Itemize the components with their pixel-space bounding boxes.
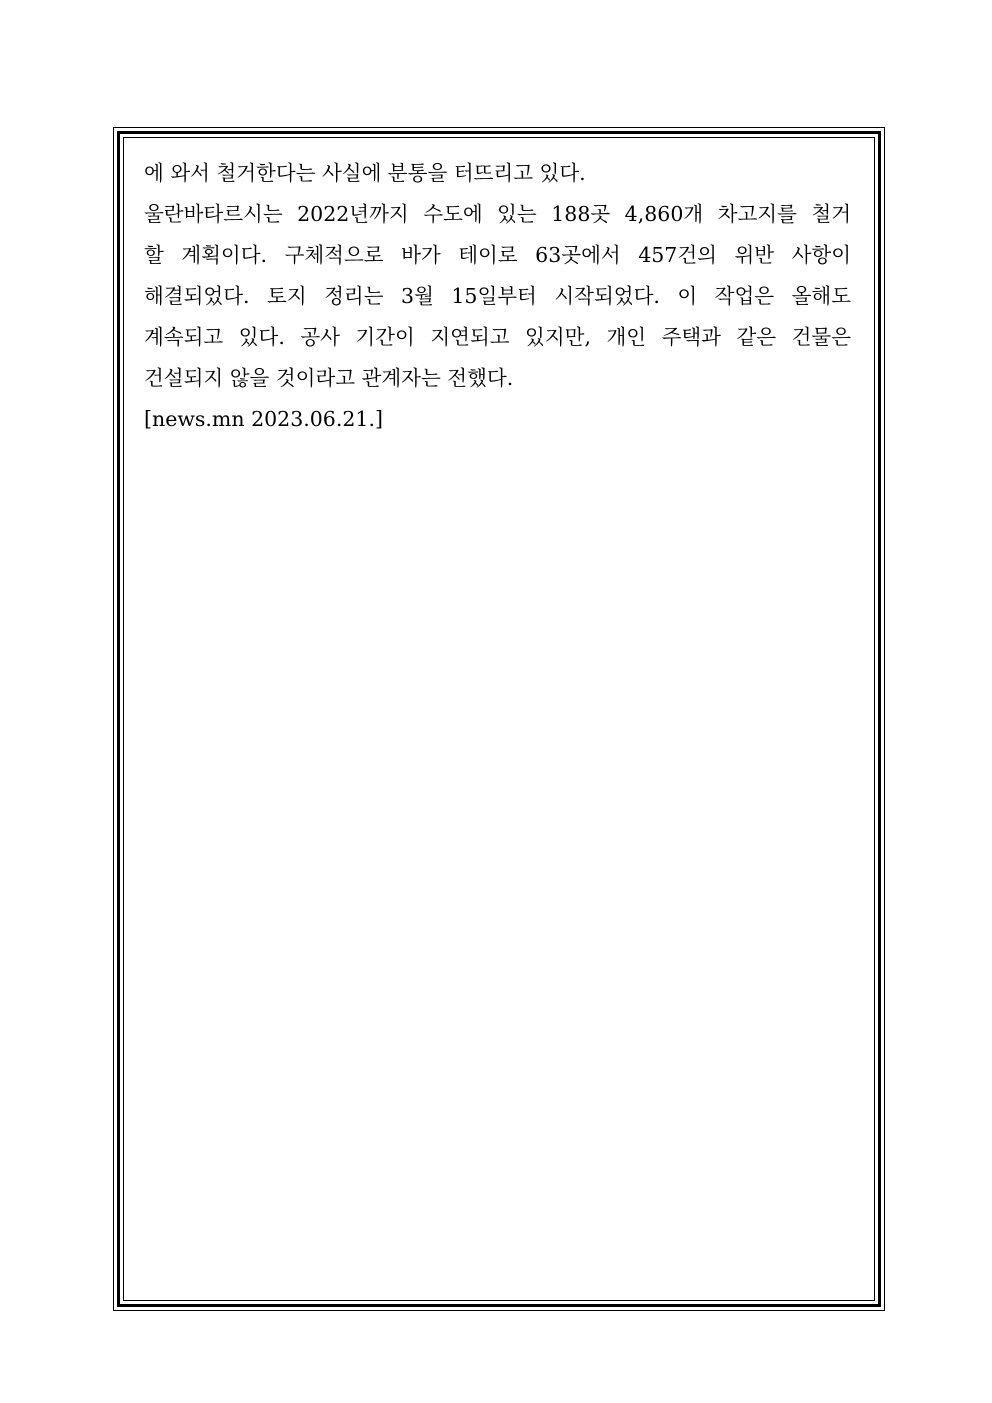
paragraph-2-line-5: 건설되지 않을 것이라고 관계자는 전했다.: [144, 366, 514, 390]
paragraph-2-line-1: 울란바타르시는 2022년까지 수도에 있는 188곳 4,860개 차고지를 철거: [144, 202, 851, 226]
paragraph-2-line-2: 할 계획이다. 구체적으로 바가 테이로 63곳에서 457건의 위반 사항이: [144, 243, 851, 267]
article-body: [144, 153, 851, 440]
paragraph-2-line-4: 계속되고 있다. 공사 기간이 지연되고 있지만, 개인 주택과 같은 건물은: [144, 325, 851, 349]
source-citation: [news.mn 2023.06.21.]: [144, 407, 383, 431]
paragraph-1-line-1: 에 와서 철거한다는 사실에 분통을 터뜨리고 있다.: [144, 161, 586, 185]
paragraph-2-line-3: 해결되었다. 토지 정리는 3월 15일부터 시작되었다. 이 작업은 올해도: [144, 284, 851, 308]
